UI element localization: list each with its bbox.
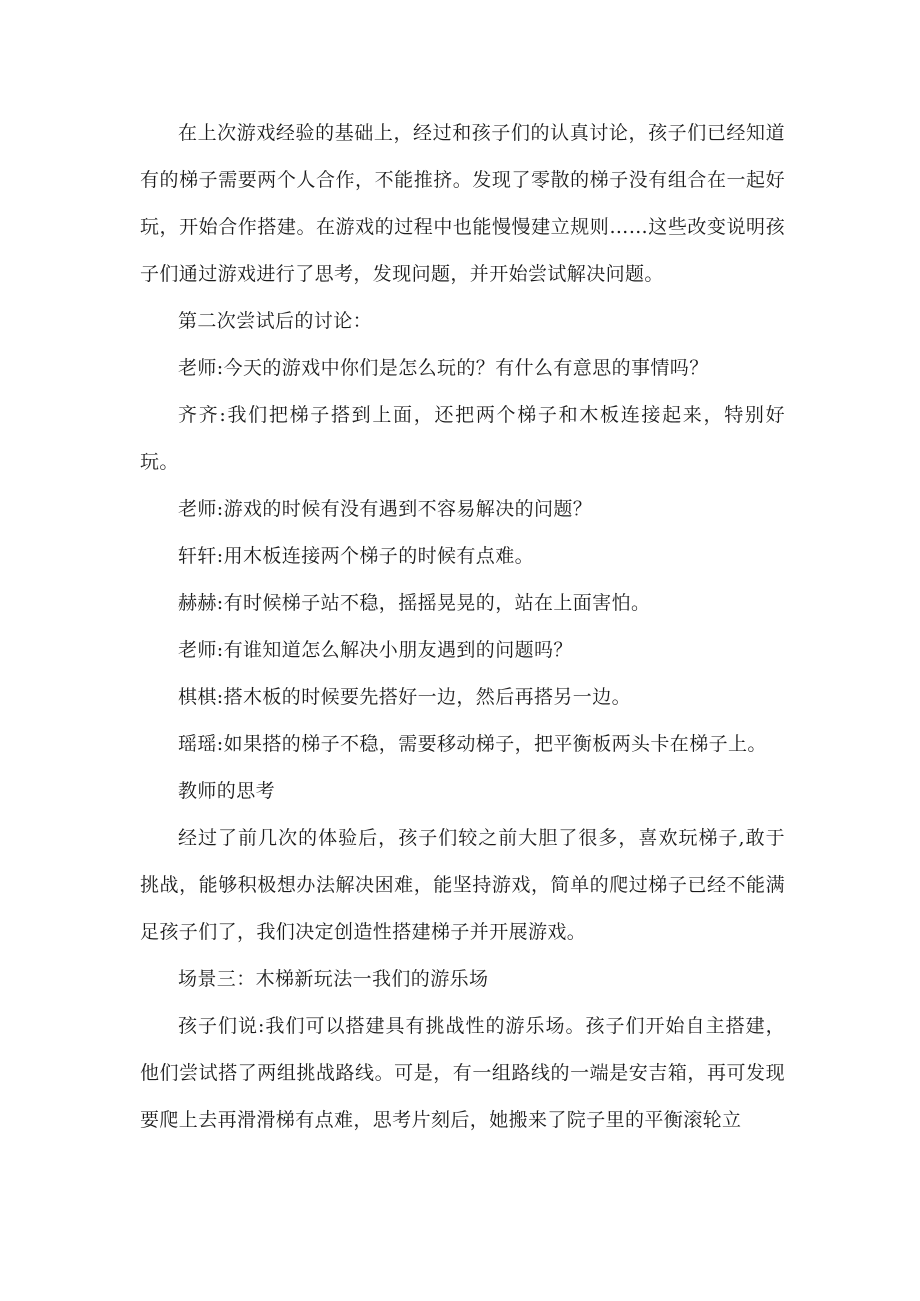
paragraph-teacher-thoughts: 经过了前几次的体验后，孩子们较之前大胆了很多，喜欢玩梯子,敢于挑战，能够积极想办法解决困难，能坚持游戏，简单的爬过梯子已经不能满足孩子们了，我们决定创造性搭建梯子并开展游戏。	[140, 827, 785, 943]
heading-scene-three: 场景三：木梯新玩法一我们的游乐场	[178, 968, 489, 990]
heading-teacher-thoughts: 教师的思考	[178, 780, 276, 802]
paragraph-scene-three: 孩子们说:我们可以搭建具有挑战性的游乐场。孩子们开始自主搭建，他们尝试搭了两组挑战路线。可是，有一组路线的一端是安吉箱，再可发现要爬上去再滑滑梯有点难，思考片刻后，她搬来了院子里的平衡滚轮立	[140, 1015, 785, 1131]
dialogue-teacher-3: 老师:有谁知道怎么解决小朋友遇到的问题吗？	[178, 639, 573, 661]
document-body	[140, 110, 785, 1144]
dialogue-teacher-1: 老师:今天的游戏中你们是怎么玩的？有什么有意思的事情吗？	[178, 357, 709, 379]
dialogue-qiqi: 齐齐:我们把梯子搭到上面，还把两个梯子和木板连接起来，特别好玩。	[140, 404, 785, 473]
dialogue-teacher-2: 老师:游戏的时候有没有遇到不容易解决的问题？	[178, 498, 593, 520]
dialogue-yaoyao: 瑶瑶:如果搭的梯子不稳，需要移动梯子，把平衡板两头卡在梯子上。	[178, 733, 767, 755]
heading-second-discussion: 第二次尝试后的讨论：	[178, 310, 373, 332]
dialogue-xuanxuan: 轩轩:用木板连接两个梯子的时候有点难。	[178, 545, 535, 567]
paragraph-reflection: 在上次游戏经验的基础上，经过和孩子们的认真讨论，孩子们已经知道有的梯子需要两个人合作，不能推挤。发现了零散的梯子没有组合在一起好玩，开始合作搭建。在游戏的过程中也能慢慢建立规则……这些改变说明孩子们通过游戏进行了思考，发现问题，并开始尝试解决问题。	[140, 122, 785, 285]
dialogue-qiqi-chess: 棋棋:搭木板的时候要先搭好一边，然后再搭另一边。	[178, 686, 632, 708]
dialogue-hehe: 赫赫:有时候梯子站不稳，摇摇晃晃的，站在上面害怕。	[178, 592, 651, 614]
